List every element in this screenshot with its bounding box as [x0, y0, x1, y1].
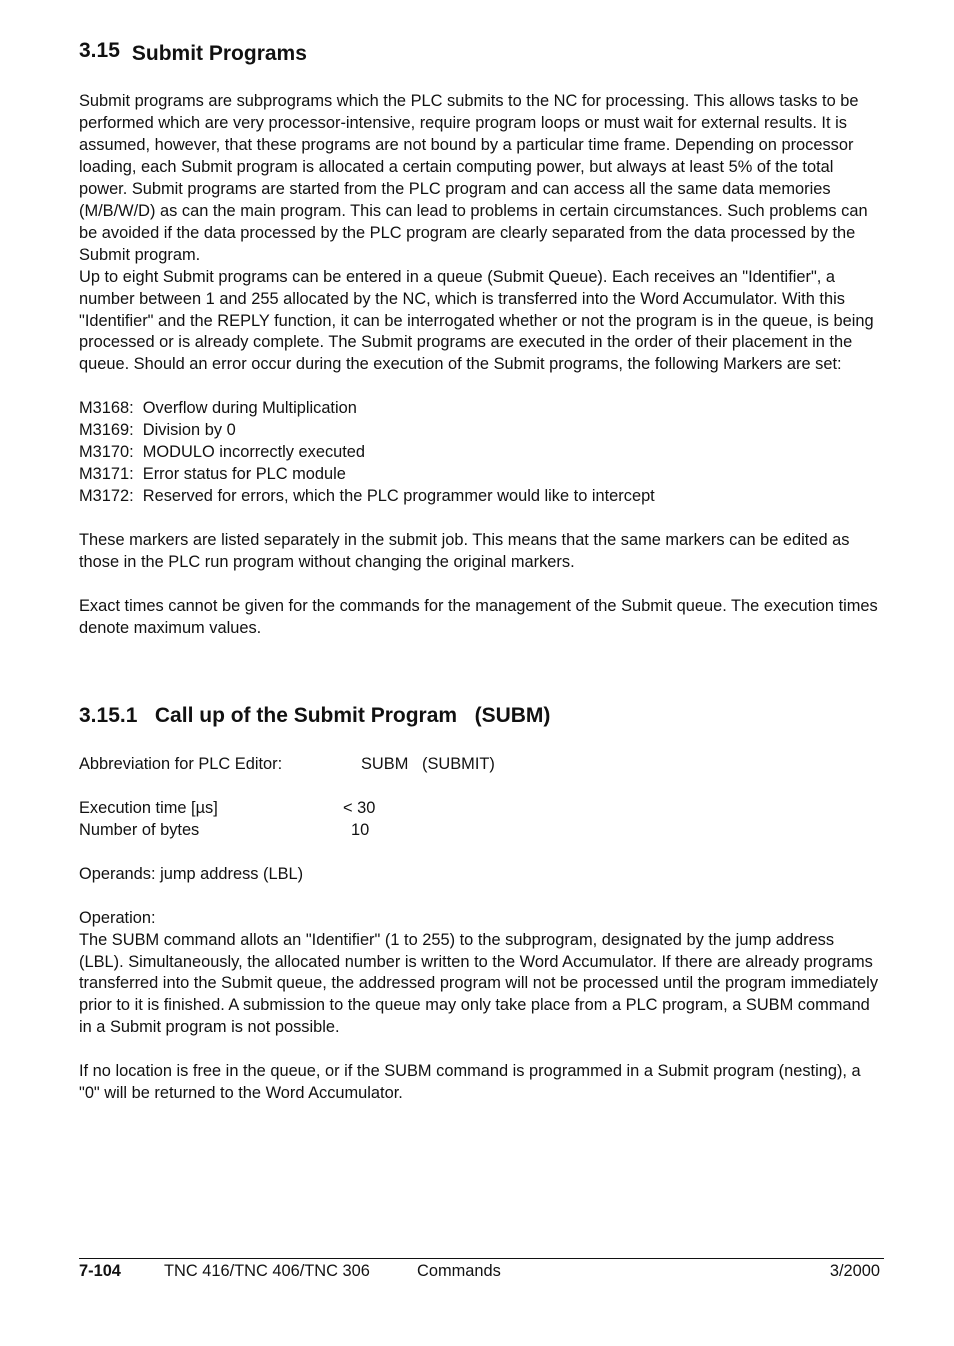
no-free-location-paragraph: If no location is free in the queue, or if the SUBM command is programmed in a Submit program (nesting), a "0" will be returned to the Word Accumulator. — [79, 1062, 861, 1103]
marker-item: M3170: MODULO incorrectly executed — [79, 443, 366, 462]
marker-item: M3171: Error status for PLC module — [79, 465, 346, 484]
marker-item: M3172: Reserved for errors, which the PLC programmer would like to intercept — [79, 487, 655, 506]
markers-note-paragraph: These markers are listed separately in the submit job. This means that the same markers can be edited as those in the PLC run program without changing the original markers. — [79, 531, 850, 571]
abbreviation-label: Abbreviation for PLC Editor: — [79, 755, 283, 773]
subsection-heading: 3.15.1 Call up of the Submit Program (SUBM) — [79, 704, 551, 727]
marker-item: M3169: Division by 0 — [79, 421, 236, 440]
execution-time-label: Execution time [µs] — [79, 798, 218, 817]
subsection-body — [79, 754, 879, 1105]
bytes-row — [79, 820, 879, 842]
footer-divider — [79, 1258, 884, 1259]
section-heading — [79, 39, 307, 66]
execution-time-value: < 30 — [343, 798, 376, 817]
marker-item: M3168: Overflow during Multiplication — [79, 399, 357, 418]
abbreviation-value: SUBM (SUBMIT) — [361, 755, 495, 773]
operands-line: Operands: jump address (LBL) — [79, 864, 304, 883]
operation-label: Operation: — [79, 908, 156, 927]
section-title: Submit Programs — [131, 42, 307, 65]
execution-time-row — [79, 798, 879, 820]
footer-page-number: 7-104 — [79, 1262, 121, 1280]
section-body — [79, 91, 879, 640]
times-note-paragraph: Exact times cannot be given for the commands for the management of the Submit queue. The execution times denote maximum values. — [79, 596, 878, 637]
abbreviation-row — [79, 754, 879, 776]
bytes-label: Number of bytes — [79, 820, 200, 839]
intro-paragraph: Submit programs are subprograms which the PLC submits to the NC for processing. This allows tasks to be performed which are very processor-intensive, require program loops or must wait for external results. It is assumed, however, that these programs are not bound by a particular time frame. Depending on processor loading, each Submit program is allocated a certain computing power, but always at least 5% of the total power. Submit programs are started from the PLC program and can access all the same data memories (M/B/W/D) as can the main program. This can lead to problems in certain circumstances. Such problems can be avoided if the data processed by the PLC program are clearly separated from the data processed by the Submit program. — [79, 92, 868, 264]
bytes-value: 10 — [351, 820, 370, 839]
footer-date: 3/2000 — [829, 1262, 880, 1280]
footer-chapter: Commands — [417, 1262, 501, 1280]
marker-list — [79, 398, 879, 508]
operation-paragraph: The SUBM command allots an "Identifier" (1 to 255) to the subprogram, designated by the jump address (LBL). Simultaneously, the allocated number is written to the Word Accumulator. If there are already programs transferred into the Submit queue, the addressed program will not be processed until the program immediately prior to it is finished. A submission to the queue may only take place from a PLC program, a SUBM command in a Submit program is not possible. — [79, 930, 879, 1037]
section-number: 3.15 — [79, 39, 120, 62]
queue-paragraph: Up to eight Submit programs can be entered in a queue (Submit Queue). Each receives an "Identifier", a number between 1 and 255 allocated by the NC, which is transferred into the Word Accumulator. With this "Identifier" and the REPLY function, it can be interrogated whether or not the program is in the queue, is being processed or is already complete. The Submit programs are executed in the order of their placement in the queue. Should an error occur during the execution of the Submit programs, the following Markers are set: — [79, 267, 874, 374]
footer-models: TNC 416/TNC 406/TNC 306 — [164, 1262, 370, 1280]
